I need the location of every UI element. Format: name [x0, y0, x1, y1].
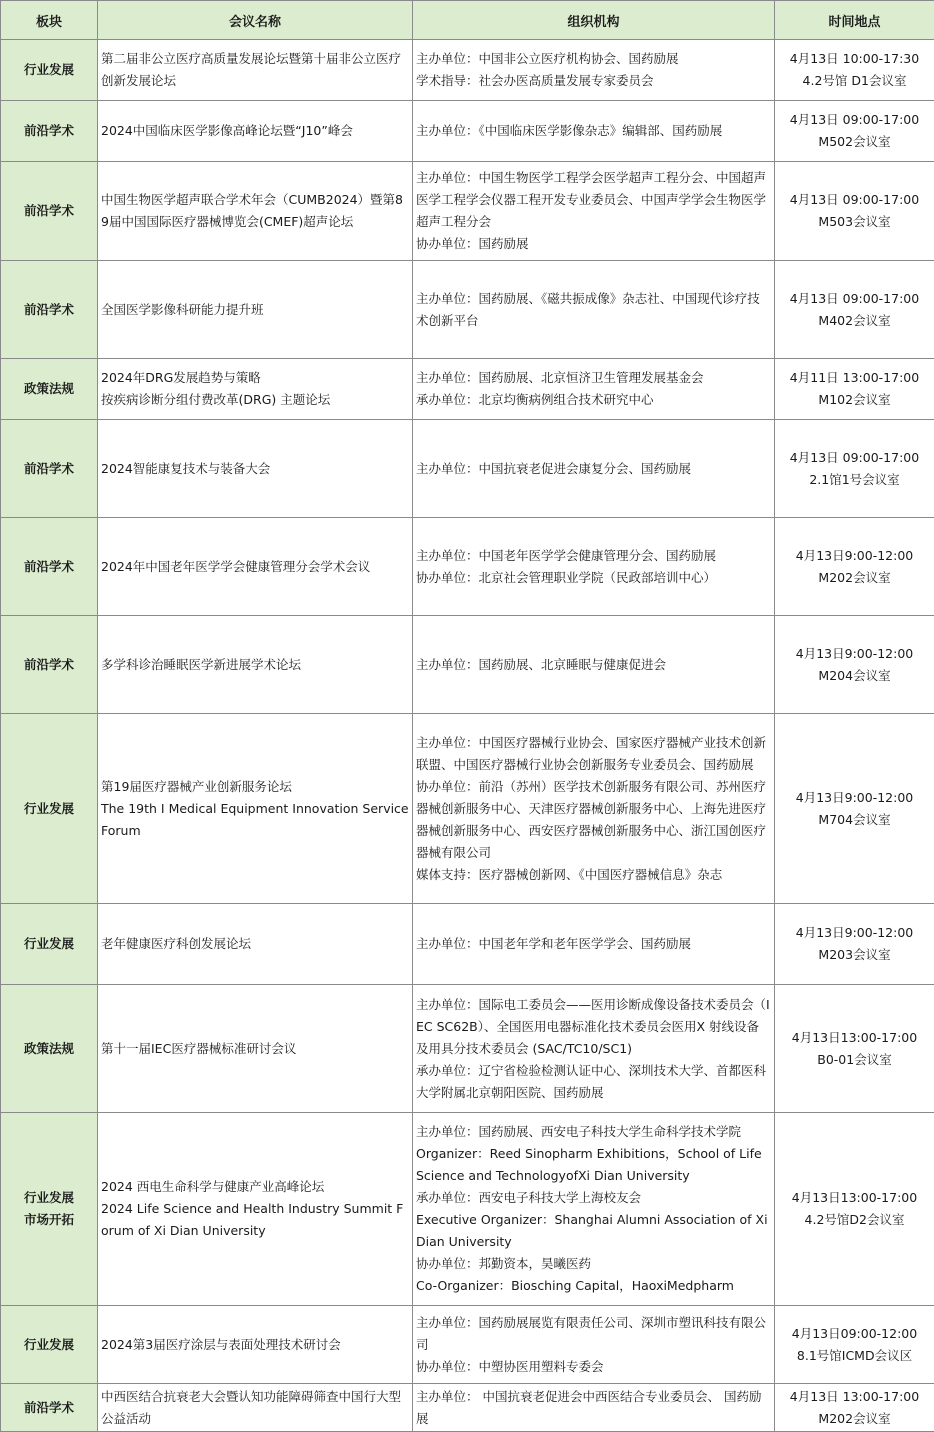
conference-name-cell [98, 985, 413, 1113]
cell-line: 主办单位：国药励展、《磁共振成像》杂志社、中国现代诊疗技术创新平台 [416, 290, 760, 328]
cell-line: 承办单位：辽宁省检验检测认证中心、深圳技术大学、首都医科大学附属北京朝阳医院、国药励展 [416, 1062, 767, 1100]
cell-line: 前沿学术 [23, 558, 74, 574]
category-cell [1, 616, 98, 714]
conference-name-cell [98, 1113, 413, 1306]
category-cell [1, 904, 98, 985]
conference-name-cell [98, 616, 413, 714]
organizer-cell [413, 1384, 775, 1432]
cell-line: 4月13日 09:00-17:00 [789, 192, 920, 207]
cell-line: M503会议室 [818, 214, 891, 229]
cell-line: 主办单位：国药励展、北京睡眠与健康促进会 [416, 656, 667, 672]
table-body [1, 40, 934, 1432]
cell-line: 协办单位：邦勤资本，昊曦医药 [416, 1256, 592, 1271]
cell-line: 4月13日 09:00-17:00 [789, 449, 920, 465]
cell-line: 行业发展 [23, 800, 74, 816]
table-row [1, 261, 934, 359]
cell-line: M402会议室 [818, 312, 891, 328]
cell-line: 前沿学术 [23, 301, 74, 317]
organizer-cell [413, 162, 775, 261]
time-location-cell [775, 162, 934, 261]
cell-line: 4.2号馆 D1会议室 [802, 73, 907, 88]
cell-line: 第二届非公立医疗高质量发展论坛暨第十届非公立医疗创新发展论坛 [101, 51, 402, 88]
cell-line: M202会议室 [818, 569, 891, 585]
cell-line: 多学科诊治睡眠医学新进展学术论坛 [101, 656, 302, 672]
time-location-cell [775, 1306, 934, 1384]
category-cell [1, 985, 98, 1113]
cell-line: M502会议室 [818, 134, 891, 149]
cell-line: 2024 Life Science and Health Industry Summit Forum of Xi Dian University [101, 1201, 404, 1238]
cell-line: 主办单位： 中国抗衰老促进会中西医结合专业委员会、 国药励展 [416, 1388, 762, 1426]
cell-line: 主办单位：《中国临床医学影像杂志》编辑部、国药励展 [416, 123, 723, 138]
cell-line: Co-Organizer：Biosching Capital，HaoxiMedpharm [416, 1278, 734, 1293]
conference-name-cell [98, 162, 413, 261]
cell-line: 2.1馆1号会议室 [809, 471, 900, 487]
table-row [1, 985, 934, 1113]
organizer-cell [413, 985, 775, 1113]
time-location-cell [775, 40, 934, 101]
cell-line: 行业发展 [23, 62, 74, 77]
cell-line: 主办单位：中国抗衰老促进会康复分会、国药励展 [416, 460, 692, 476]
organizer-cell [413, 518, 775, 616]
header-org: 组织机构 [413, 1, 775, 40]
cell-line: 4月13日09:00-12:00 [791, 1325, 918, 1341]
organizer-cell [413, 261, 775, 359]
category-cell [1, 162, 98, 261]
cell-line: 主办单位：中国非公立医疗机构协会、国药励展 [416, 51, 679, 66]
conference-name-cell [98, 714, 413, 904]
time-location-cell [775, 1384, 934, 1432]
cell-line: 主办单位：中国老年学和老年医学学会、国药励展 [416, 936, 692, 951]
cell-line: 2024年中国老年医学学会健康管理分会学术会议 [101, 558, 371, 574]
conference-name-cell [98, 359, 413, 420]
cell-line: 主办单位：国药励展、北京恒济卫生管理发展基金会 [416, 370, 704, 385]
organizer-cell [413, 1306, 775, 1384]
table-row [1, 101, 934, 162]
cell-line: 协办单位：北京社会管理职业学院（民政部培训中心） [416, 569, 717, 585]
cell-line: M102会议室 [818, 392, 891, 407]
category-cell [1, 420, 98, 518]
organizer-cell [413, 1113, 775, 1306]
table-row [1, 40, 934, 101]
header-name: 会议名称 [98, 1, 413, 40]
cell-line: The 19th I Medical Equipment Innovation Service Forum [101, 800, 409, 838]
time-location-cell [775, 985, 934, 1113]
table-row [1, 616, 934, 714]
cell-line: 第19届医疗器械产业创新服务论坛 [101, 778, 292, 794]
table-row [1, 1306, 934, 1384]
time-location-cell [775, 359, 934, 420]
time-location-cell [775, 261, 934, 359]
cell-line: M202会议室 [818, 1410, 891, 1426]
organizer-cell [413, 359, 775, 420]
cell-line: 主办单位：国际电工委员会——医用诊断成像设备技术委员会（IEC SC62B）、全国医用电器标准化技术委员会医用X 射线设备及用具分技术委员会 (SAC/TC10/SC1) [416, 996, 770, 1056]
time-location-cell [775, 1113, 934, 1306]
cell-line: 协办单位：前沿（苏州）医学技术创新服务有限公司、苏州医疗器械创新服务中心、天津医疗器械创新服务中心、上海先进医疗器械创新服务中心、西安医疗器械创新服务中心、浙江国创医疗器械有限公司 [416, 778, 767, 860]
header-time: 时间地点 [775, 1, 934, 40]
cell-line: 主办单位：中国生物医学工程学会医学超声工程分会、中国超声医学工程学会仪器工程开发专业委员会、中国声学学会生物医学超声工程分会 [416, 170, 767, 229]
cell-line: 全国医学影像科研能力提升班 [101, 301, 264, 317]
category-cell [1, 101, 98, 162]
cell-line: 4月13日 09:00-17:00 [789, 112, 920, 127]
cell-line: M203会议室 [818, 947, 891, 962]
cell-line: 2024 西电生命科学与健康产业高峰论坛 [101, 1179, 325, 1194]
category-cell [1, 40, 98, 101]
cell-line: 4月13日9:00-12:00 [795, 789, 914, 805]
cell-line: 中西医结合抗衰老大会暨认知功能障碍筛查中国行大型公益活动 [101, 1388, 402, 1426]
cell-line: Executive Organizer：Shanghai Alumni Association of Xi Dian University [416, 1212, 768, 1249]
category-cell [1, 1384, 98, 1432]
cell-line: 媒体支持：医疗器械创新网、《中国医疗器械信息》杂志 [416, 866, 723, 882]
category-cell [1, 1306, 98, 1384]
table-row [1, 162, 934, 261]
cell-line: 承办单位：北京均衡病例组合技术研究中心 [416, 392, 654, 407]
cell-line: 4月13日 09:00-17:00 [789, 290, 920, 306]
time-location-cell [775, 101, 934, 162]
cell-line: 行业发展 [23, 936, 74, 951]
cell-line: 主办单位：中国老年医学学会健康管理分会、国药励展 [416, 547, 717, 563]
table-row [1, 714, 934, 904]
cell-line: B0-01会议室 [817, 1051, 892, 1067]
cell-line: 政策法规 [23, 1040, 74, 1056]
conference-name-cell [98, 420, 413, 518]
cell-line: Organizer：Reed Sinopharm Exhibitions，School of Life Science and TechnologyofXi Dian University [416, 1146, 762, 1183]
cell-line: 协办单位：国药励展 [416, 236, 529, 251]
cell-line: M204会议室 [818, 667, 891, 683]
time-location-cell [775, 518, 934, 616]
table-row [1, 1113, 934, 1306]
cell-line: 4月13日9:00-12:00 [795, 925, 914, 940]
cell-line: 前沿学术 [23, 656, 74, 672]
time-location-cell [775, 904, 934, 985]
table-row [1, 359, 934, 420]
header-category: 板块 [1, 1, 98, 40]
conference-name-cell [98, 261, 413, 359]
cell-line: 前沿学术 [23, 203, 74, 218]
cell-line: 前沿学术 [23, 460, 74, 476]
conference-name-cell [98, 1384, 413, 1432]
cell-line: 4月13日13:00-17:00 [791, 1029, 918, 1045]
category-cell [1, 261, 98, 359]
cell-line: 4.2号馆D2会议室 [804, 1212, 905, 1227]
cell-line: 4月13日13:00-17:00 [791, 1190, 918, 1205]
organizer-cell [413, 101, 775, 162]
cell-line: 市场开拓 [23, 1212, 74, 1227]
cell-line: 2024年DRG发展趋势与策略 [101, 370, 261, 385]
cell-line: 4月13日9:00-12:00 [795, 645, 914, 661]
time-location-cell [775, 420, 934, 518]
cell-line: 老年健康医疗科创发展论坛 [101, 936, 252, 951]
table-row [1, 904, 934, 985]
organizer-cell [413, 616, 775, 714]
organizer-cell [413, 904, 775, 985]
time-location-cell [775, 714, 934, 904]
category-cell [1, 518, 98, 616]
header-row [1, 1, 934, 40]
conference-name-cell [98, 904, 413, 985]
cell-line: 主办单位：国药励展、西安电子科技大学生命科学技术学院 [416, 1124, 742, 1139]
organizer-cell [413, 714, 775, 904]
cell-line: 4月11日 13:00-17:00 [789, 370, 920, 385]
time-location-cell [775, 616, 934, 714]
cell-line: 2024智能康复技术与装备大会 [101, 460, 271, 476]
cell-line: 协办单位：中塑协医用塑料专委会 [416, 1358, 604, 1374]
cell-line: 第十一届IEC医疗器械标准研讨会议 [101, 1040, 297, 1056]
cell-line: 4月13日9:00-12:00 [795, 547, 914, 563]
cell-line: 2024中国临床医学影像高峰论坛暨“J10”峰会 [101, 123, 353, 138]
conference-name-cell [98, 101, 413, 162]
cell-line: 前沿学术 [23, 1399, 74, 1415]
cell-line: 中国生物医学超声联合学术年会（CUMB2024）暨第89届中国国际医疗器械博览会(CMEF)超声论坛 [101, 192, 404, 229]
cell-line: 承办单位：西安电子科技大学上海校友会 [416, 1190, 642, 1205]
category-cell [1, 359, 98, 420]
organizer-cell [413, 40, 775, 101]
category-cell [1, 1113, 98, 1306]
cell-line: 4月13日 13:00-17:00 [789, 1388, 920, 1404]
cell-line: 政策法规 [23, 381, 74, 396]
cell-line: 4月13日 10:00-17:30 [789, 51, 920, 66]
cell-line: 前沿学术 [23, 123, 74, 138]
conference-name-cell [98, 518, 413, 616]
table-row [1, 420, 934, 518]
cell-line: 8.1号馆ICMD会议区 [796, 1347, 913, 1363]
cell-line: M704会议室 [818, 811, 891, 827]
cell-line: 2024第3届医疗涂层与表面处理技术研讨会 [101, 1336, 341, 1352]
cell-line: 主办单位：国药励展展览有限责任公司、深圳市塑讯科技有限公司 [416, 1314, 767, 1352]
cell-line: 按疾病诊断分组付费改革(DRG) 主题论坛 [101, 392, 331, 407]
table-row [1, 518, 934, 616]
cell-line: 学术指导：社会办医高质量发展专家委员会 [416, 73, 654, 88]
cell-line: 行业发展 [23, 1190, 74, 1205]
conference-name-cell [98, 40, 413, 101]
table-row [1, 1384, 934, 1432]
conference-name-cell [98, 1306, 413, 1384]
category-cell [1, 714, 98, 904]
cell-line: 主办单位：中国医疗器械行业协会、国家医疗器械产业技术创新联盟、中国医疗器械行业协会创新服务专业委员会、国药励展 [416, 734, 767, 772]
organizer-cell [413, 420, 775, 518]
cell-line: 行业发展 [23, 1336, 74, 1352]
